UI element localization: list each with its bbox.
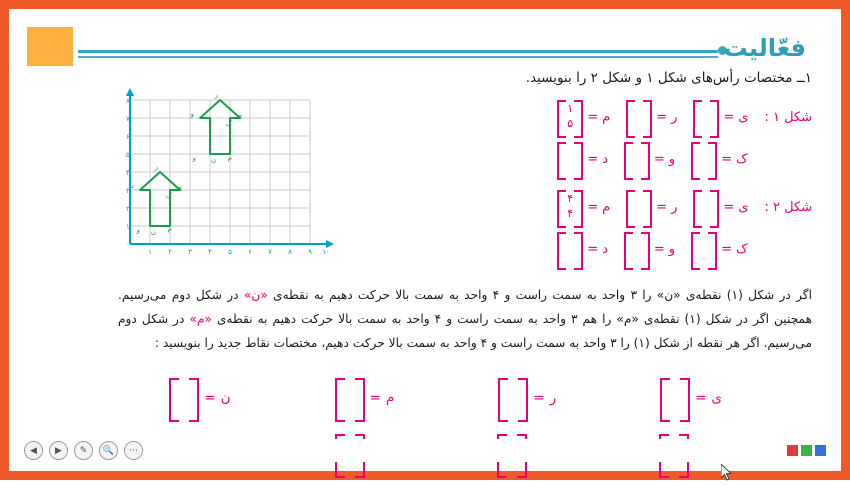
play-icon[interactable]: ▶ [49, 441, 68, 460]
answer-ya: ی = [660, 378, 722, 418]
swatch-red[interactable] [787, 445, 798, 456]
svg-text:۶: ۶ [248, 248, 252, 256]
header-rule-top [78, 50, 718, 53]
matrix-ya-2: ی = [693, 190, 748, 224]
prev-icon[interactable]: ◀ [24, 441, 43, 460]
svg-text:۷: ۷ [126, 115, 130, 123]
svg-text:۳: ۳ [126, 187, 130, 195]
color-swatches [787, 445, 832, 456]
bracket[interactable] [624, 232, 650, 266]
bracket[interactable] [691, 232, 717, 266]
matrix-dal-2: د = [557, 232, 608, 266]
bracket[interactable]: ۴ ۴ [557, 190, 583, 224]
svg-text:و: و [192, 154, 196, 162]
svg-text:۷: ۷ [268, 248, 272, 256]
matrix-dal-1: د = [557, 142, 608, 176]
zoom-icon[interactable]: 🔍 [99, 441, 118, 460]
bracket[interactable] [626, 190, 652, 224]
answer-re: ر = [498, 378, 556, 418]
svg-text:۲: ۲ [126, 205, 130, 213]
para-line1-pink: «ن» [243, 288, 268, 302]
matrix-vav-2: و = [624, 232, 675, 266]
svg-text:ن: ن [150, 228, 156, 236]
bracket[interactable] [624, 142, 650, 176]
matrix-mim-1: م = ۱ ۵ [557, 100, 610, 134]
svg-text:ر: ر [214, 91, 218, 99]
svg-text:۴: ۴ [126, 169, 130, 177]
svg-text:ی: ی [236, 112, 242, 120]
svg-text:۵: ۵ [126, 151, 130, 159]
pen-icon[interactable]: ✎ [74, 441, 93, 460]
svg-text:۶: ۶ [126, 133, 130, 141]
svg-text:ی: ی [176, 184, 182, 192]
svg-text:۲: ۲ [168, 248, 172, 256]
matrix-mim-2: م = ۴ ۴ [557, 190, 610, 224]
svg-text:۸: ۸ [288, 248, 292, 256]
svg-text:ن: ن [210, 156, 216, 164]
shape1-row-2 [557, 142, 812, 176]
para-line3: می‌رسیم. اگر هر نقطه از شکل (۱) را ۳ واحد به سمت راست و ۴ واحد به سمت بالا حرکت دهیم، مختصات نقاط جدید را بنویسید : [154, 335, 812, 350]
bracket-empty[interactable] [335, 378, 365, 418]
answer-noon: ن = [169, 378, 230, 418]
bracket-empty[interactable] [169, 378, 199, 418]
svg-text:م: م [167, 225, 172, 233]
shape1-row-1 [557, 100, 812, 134]
para-line2-pink: «م» [189, 311, 212, 326]
swatch-green[interactable] [801, 445, 812, 456]
svg-text:۱: ۱ [126, 223, 130, 231]
shape2-label: شکل ۲ : [764, 199, 812, 215]
svg-text:۱: ۱ [148, 248, 152, 256]
bracket[interactable]: ۱ ۵ [557, 100, 583, 134]
shape2-row-1 [557, 190, 812, 224]
svg-text:۰: ۰ [126, 240, 130, 248]
bracket-empty[interactable] [498, 378, 528, 418]
svg-text:۳: ۳ [188, 248, 192, 256]
bracket[interactable] [626, 100, 652, 134]
matrix-ya-1: ی = [693, 100, 748, 134]
question-text: ۱ــ مختصات رأس‌های شکل ۱ و شکل ۲ را بنویسید. [525, 70, 812, 86]
page-title: فعّالیت [723, 34, 806, 62]
svg-text:ر: ر [154, 163, 158, 171]
matrix-vav-1: و = [624, 142, 675, 176]
svg-text:ک: ک [225, 120, 232, 128]
svg-text:۹: ۹ [308, 248, 312, 256]
para-line1-a: اگر در شکل (۱) نقطه‌ی «ن» را ۳ واحد به سمت راست و ۴ واحد به سمت بالا حرکت دهیم به نقطه‌ی [267, 288, 812, 302]
swatch-blue[interactable] [815, 445, 826, 456]
matrix-kaf-1: ک = [691, 142, 748, 176]
bracket[interactable] [691, 142, 717, 176]
bracket[interactable] [693, 100, 719, 134]
matrix-re-2: ر = [626, 190, 677, 224]
header-rule-bottom [78, 56, 718, 58]
svg-text:۴: ۴ [208, 248, 212, 256]
player-toolbar [18, 439, 832, 462]
svg-text:۱۰: ۱۰ [322, 248, 330, 256]
bracket[interactable] [693, 190, 719, 224]
mouse-cursor-icon [721, 464, 733, 482]
shape2-row-2 [557, 232, 812, 266]
answers-row-1 [169, 378, 722, 418]
svg-text:ک: ک [165, 192, 172, 200]
page-header [18, 18, 832, 66]
shape1-matrices [557, 100, 812, 176]
bracket[interactable] [557, 232, 583, 266]
para-line2-a: همچنین اگر در شکل (۱) نقطه‌ی «م» را هم ۳ واحد به سمت راست و ۴ واحد به سمت بالا حرکت دهیم به نقطه‌ی [211, 311, 812, 326]
svg-text:د: د [130, 182, 134, 190]
para-line2-b: در شکل دوم [118, 311, 190, 326]
svg-text:م: م [227, 154, 232, 162]
bracket[interactable] [557, 142, 583, 176]
svg-text:و: و [190, 110, 194, 118]
coordinate-grid-figure [108, 86, 338, 266]
matrix-kaf-2: ک = [691, 232, 748, 266]
bracket-empty[interactable] [660, 378, 690, 418]
shape1-label: شکل ۱ : [764, 109, 812, 125]
shape2-matrices [557, 190, 812, 266]
svg-text:و: و [136, 226, 140, 234]
page-content [18, 66, 832, 439]
matrix-re-1: ر = [626, 100, 677, 134]
answer-mim: م = [335, 378, 395, 418]
explanation-paragraph [118, 284, 812, 355]
svg-text:۸: ۸ [126, 97, 130, 105]
toolbar-buttons [18, 441, 143, 460]
svg-text:۵: ۵ [228, 248, 232, 256]
para-line1-b: در شکل دوم می‌رسیم. [118, 288, 244, 302]
more-icon[interactable]: ⋯ [124, 441, 143, 460]
